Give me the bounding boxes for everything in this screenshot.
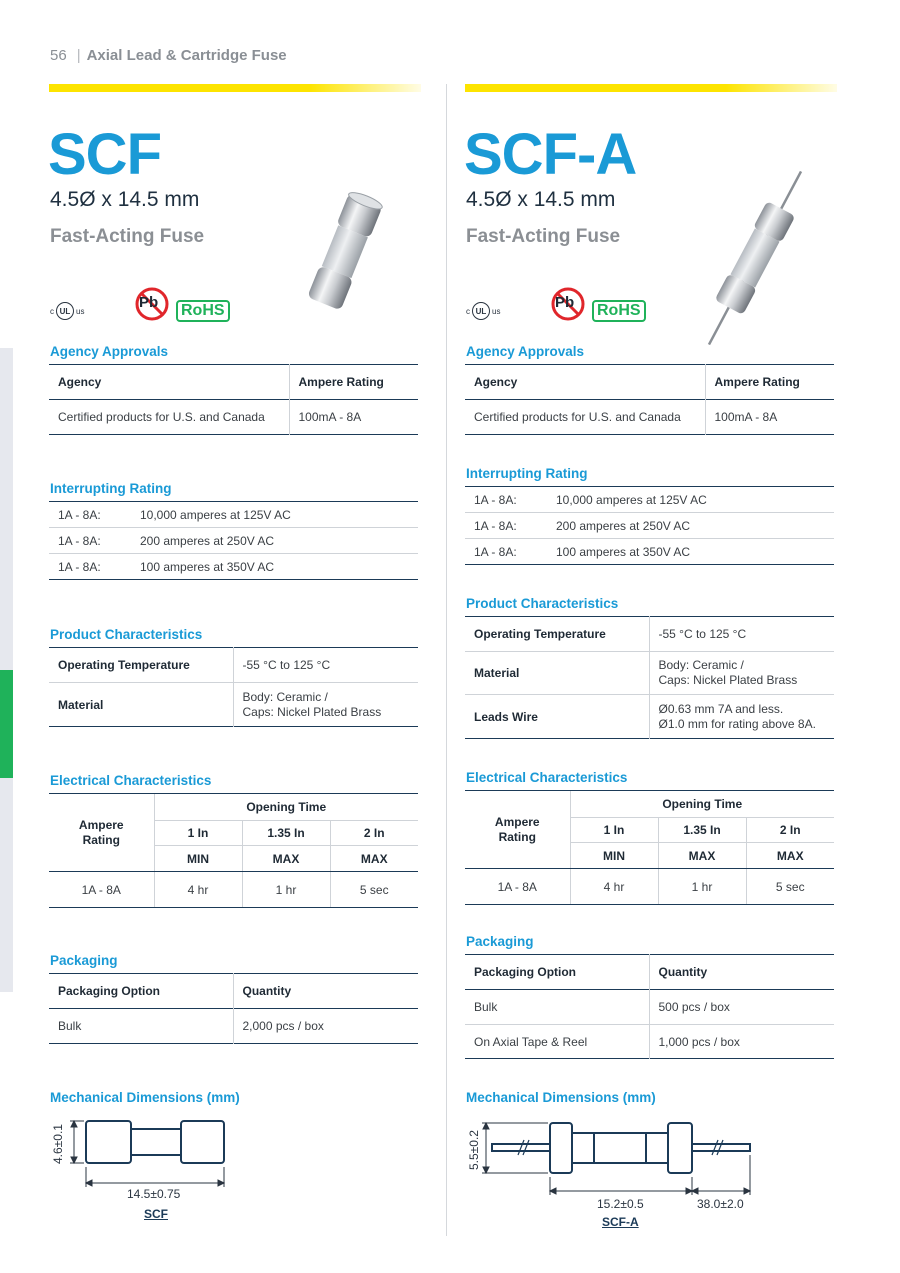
length-dimension: 14.5±0.75 [127, 1187, 181, 1201]
header-separator: | [76, 47, 81, 64]
rating-value: 100 amperes at 350V AC [140, 559, 275, 574]
characteristic-value [649, 652, 834, 695]
characteristic-value: -55 °C to 125 °C [649, 617, 834, 652]
time-cell: 5 sec [746, 869, 834, 905]
value-line: Body: Ceramic / [242, 689, 328, 704]
header-line: Ampere [78, 817, 124, 832]
drawing-caption: SCF-A [602, 1215, 639, 1229]
right-accent-bar [465, 84, 837, 92]
product-characteristics-title: Product Characteristics [50, 627, 203, 642]
table-row [465, 1025, 834, 1059]
limit-header: MIN [154, 846, 242, 872]
header-line: Rating [498, 829, 536, 844]
packaging-option-header: Packaging Option [474, 965, 577, 979]
current-header: 1.35 In [658, 818, 746, 843]
page-header [50, 47, 287, 64]
column-divider [446, 84, 447, 1236]
rating-value: 10,000 amperes at 125V AC [140, 507, 291, 522]
ul-listed-mark [50, 302, 84, 320]
page-number: 56 [50, 47, 67, 64]
interrupting-rating-title: Interrupting Rating [466, 466, 588, 481]
time-cell: 1 hr [658, 869, 746, 905]
opening-time-header: Opening Time [570, 791, 834, 818]
ampere-rating-cell: 100mA - 8A [289, 400, 418, 435]
rating-value: 200 amperes at 250V AC [140, 533, 275, 548]
table-row [49, 554, 418, 580]
ul-us-label: us [492, 306, 501, 316]
rating-value: 100 amperes at 350V AC [556, 544, 691, 559]
packaging-option-cell: On Axial Tape & Reel [474, 1034, 588, 1049]
body-length-dimension: 15.2±0.5 [597, 1197, 644, 1211]
agency-header: Agency [58, 375, 102, 389]
current-header: 1 In [570, 818, 658, 843]
packaging-option-header: Packaging Option [58, 984, 161, 998]
ul-circle-icon: UL [56, 302, 74, 320]
table-row [49, 683, 418, 727]
table-row [465, 617, 834, 652]
quantity-cell: 500 pcs / box [649, 990, 834, 1025]
current-header: 2 In [330, 821, 418, 846]
limit-header: MAX [242, 846, 330, 872]
quantity-cell: 2,000 pcs / box [233, 1009, 418, 1044]
characteristic-label: Material [58, 697, 104, 712]
side-tab-active [0, 670, 13, 778]
current-header: 1 In [154, 821, 242, 846]
header-line: Ampere [494, 814, 540, 829]
electrical-characteristics-title: Electrical Characteristics [50, 773, 212, 788]
agency-header: Agency [474, 375, 518, 389]
quantity-header: Quantity [649, 955, 834, 990]
packaging-title: Packaging [50, 953, 118, 968]
pb-label: Pb [555, 294, 575, 311]
opening-time-header: Opening Time [154, 794, 418, 821]
left-accent-bar [49, 84, 421, 92]
interrupting-rating-title: Interrupting Rating [50, 481, 172, 496]
quantity-cell: 1,000 pcs / box [649, 1025, 834, 1059]
header-title: Axial Lead & Cartridge Fuse [86, 47, 287, 64]
agency-approvals-table [49, 364, 418, 435]
product-characteristics-table [465, 616, 834, 739]
packaging-table [465, 954, 834, 1059]
scf-a-dimension-drawing [464, 1115, 764, 1205]
packaging-option-cell: Bulk [58, 1019, 82, 1033]
rating-range: 1A - 8A: [474, 544, 517, 559]
limit-header: MAX [746, 843, 834, 869]
product-size: 4.5Ø x 14.5 mm [50, 188, 200, 211]
time-cell: 5 sec [330, 872, 418, 908]
table-row [465, 695, 834, 739]
current-header: 1.35 In [242, 821, 330, 846]
ul-c-label: c [466, 306, 470, 316]
product-type: Fast-Acting Fuse [50, 226, 205, 247]
ul-us-label: us [76, 306, 85, 316]
rating-value: 200 amperes at 250V AC [556, 518, 691, 533]
rating-value: 10,000 amperes at 125V AC [556, 492, 707, 507]
table-row [49, 400, 418, 435]
product-size: 4.5Ø x 14.5 mm [466, 188, 616, 211]
table-row [465, 513, 834, 539]
characteristic-value: -55 °C to 125 °C [233, 648, 418, 683]
agency-approvals-title: Agency Approvals [466, 344, 585, 359]
packaging-title: Packaging [466, 934, 534, 949]
mechanical-dimensions-title: Mechanical Dimensions (mm) [466, 1090, 656, 1105]
rating-range: 1A - 8A: [58, 533, 101, 548]
value-line: Caps: Nickel Plated Brass [242, 704, 382, 719]
height-dimension: 5.5±0.2 [467, 1130, 481, 1170]
pb-free-icon [551, 287, 585, 321]
table-row [49, 502, 418, 528]
table-row [465, 869, 834, 905]
rating-range: 1A - 8A: [58, 559, 101, 574]
time-cell: 4 hr [570, 869, 658, 905]
electrical-characteristics-table [49, 793, 418, 908]
ampere-cell: 1A - 8A [465, 869, 570, 905]
fuse-cartridge-image [290, 186, 400, 322]
characteristic-label: Leads Wire [474, 709, 538, 724]
rohs-badge: RoHS [176, 300, 230, 322]
table-row [49, 872, 418, 908]
packaging-option-cell: Bulk [474, 1000, 498, 1014]
ampere-rating-header [465, 791, 570, 869]
current-header: 2 In [746, 818, 834, 843]
height-dimension: 4.6±0.1 [51, 1124, 65, 1164]
lead-length-dimension: 38.0±2.0 [697, 1197, 744, 1211]
rating-range: 1A - 8A: [474, 518, 517, 533]
table-row [49, 1009, 418, 1044]
rohs-badge: RoHS [592, 300, 646, 322]
ampere-rating-cell: 100mA - 8A [705, 400, 834, 435]
limit-header: MIN [570, 843, 658, 869]
rating-range: 1A - 8A: [58, 507, 101, 522]
table-row [465, 990, 834, 1025]
ampere-rating-header: Ampere Rating [705, 365, 834, 400]
product-characteristics-table [49, 647, 418, 727]
table-row [49, 648, 418, 683]
ul-circle-icon: UL [472, 302, 490, 320]
product-type: Fast-Acting Fuse [466, 226, 621, 247]
table-row [465, 539, 834, 565]
characteristic-value [233, 683, 418, 727]
pb-free-icon [135, 287, 169, 321]
characteristic-label: Operating Temperature [58, 658, 190, 672]
limit-header: MAX [330, 846, 418, 872]
agency-cell: Certified products for U.S. and Canada [58, 410, 265, 424]
limit-header: MAX [658, 843, 746, 869]
product-name: SCF [48, 122, 161, 187]
agency-approvals-title: Agency Approvals [50, 344, 169, 359]
mechanical-dimensions-title: Mechanical Dimensions (mm) [50, 1090, 240, 1105]
quantity-header: Quantity [233, 974, 418, 1009]
ampere-rating-header: Ampere Rating [289, 365, 418, 400]
value-line: Ø1.0 mm for rating above 8A. [658, 716, 816, 731]
interrupting-rating-table [49, 501, 418, 580]
packaging-table [49, 973, 418, 1044]
ampere-cell: 1A - 8A [49, 872, 154, 908]
table-row [49, 528, 418, 554]
electrical-characteristics-title: Electrical Characteristics [466, 770, 628, 785]
value-line: Caps: Nickel Plated Brass [658, 673, 798, 687]
product-characteristics-title: Product Characteristics [466, 596, 619, 611]
scf-dimension-drawing [48, 1115, 238, 1195]
agency-approvals-table [465, 364, 834, 435]
rating-range: 1A - 8A: [474, 492, 517, 507]
value-line: Ø0.63 mm 7A and less. [658, 701, 784, 716]
table-row [465, 487, 834, 513]
header-line: Rating [82, 832, 120, 847]
table-row [465, 652, 834, 695]
ampere-rating-header [49, 794, 154, 872]
characteristic-label: Operating Temperature [474, 627, 606, 641]
time-cell: 4 hr [154, 872, 242, 908]
characteristic-label: Material [474, 666, 520, 680]
characteristic-value [649, 695, 834, 739]
drawing-caption: SCF [144, 1207, 168, 1221]
interrupting-rating-table [465, 486, 834, 565]
value-line: Body: Ceramic / [658, 658, 744, 672]
ul-listed-mark [466, 302, 500, 320]
ul-c-label: c [50, 306, 54, 316]
product-name: SCF-A [464, 122, 637, 187]
pb-label: Pb [139, 294, 159, 311]
time-cell: 1 hr [242, 872, 330, 908]
table-row [465, 400, 834, 435]
agency-cell: Certified products for U.S. and Canada [474, 410, 681, 424]
axial-fuse-image [690, 160, 820, 356]
electrical-characteristics-table [465, 790, 834, 905]
